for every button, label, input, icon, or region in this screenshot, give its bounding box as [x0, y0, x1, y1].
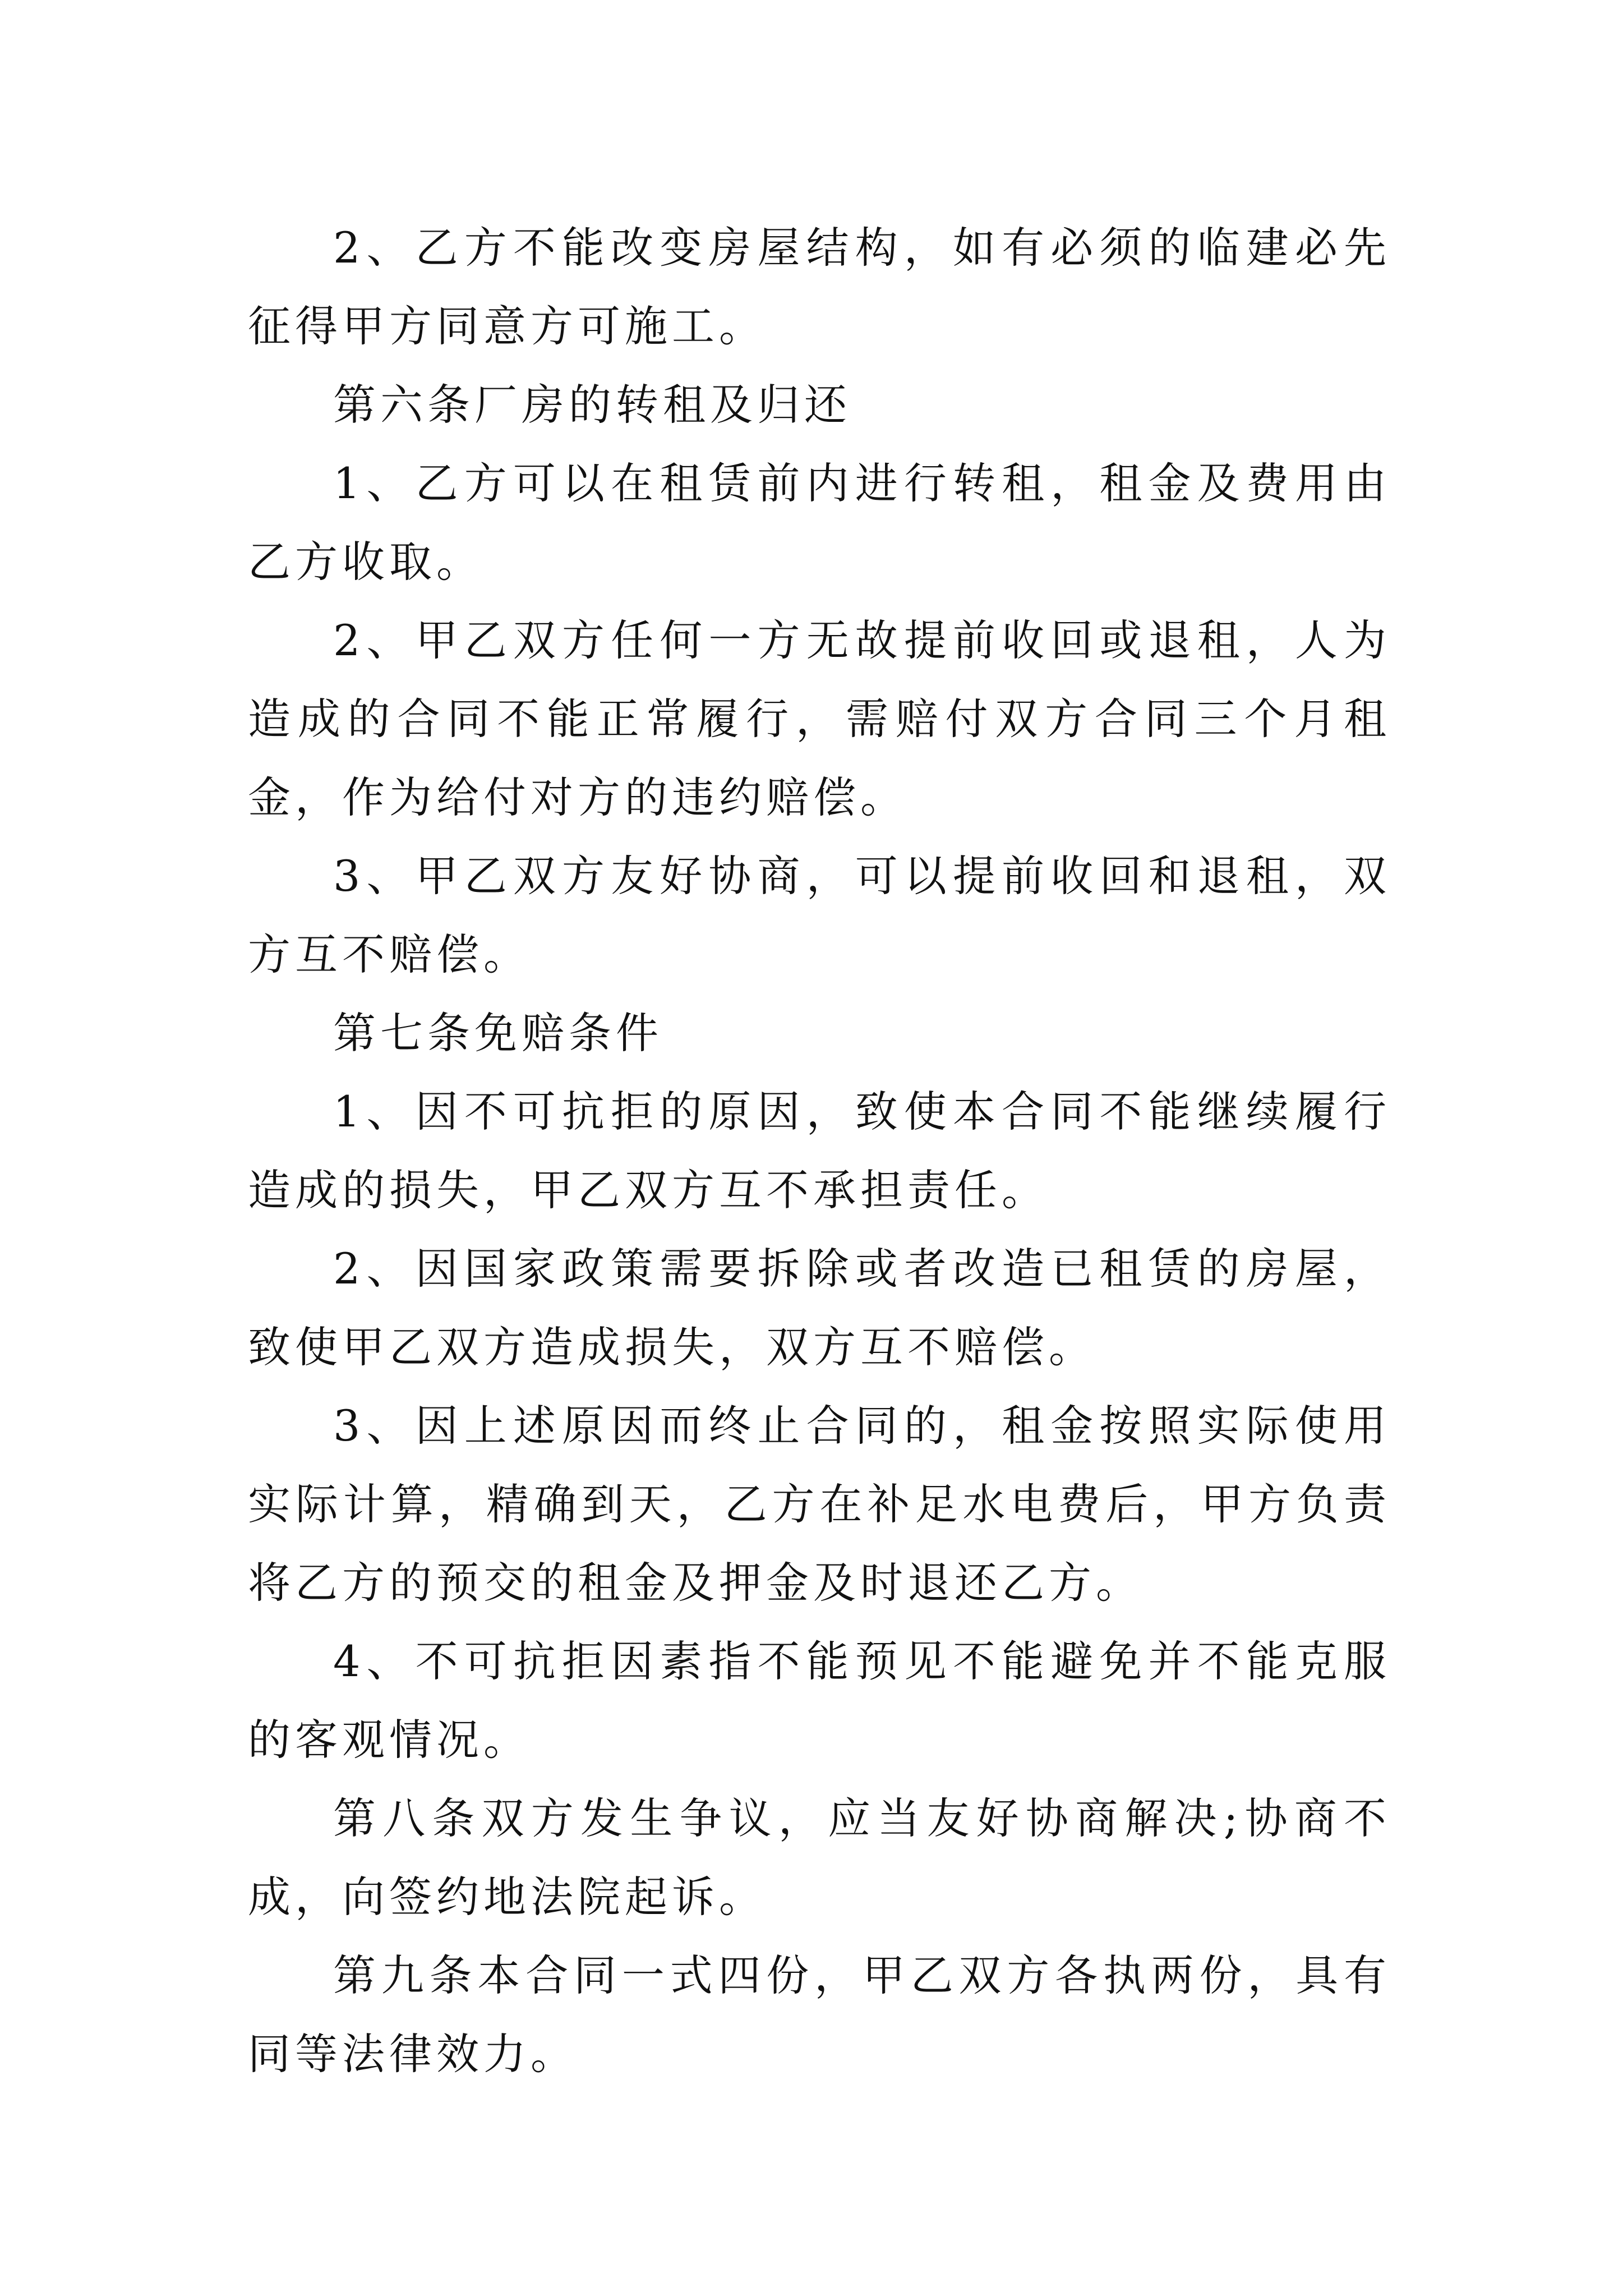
article-7-heading: 第七条免赔条件: [333, 1008, 663, 1058]
article-8: 第八条双方发生争议，应当友好协商解决;协商不成，向签约地法院起诉。: [248, 1793, 1391, 1922]
clause-5-item-2: 2、乙方不能改变房屋结构，如有必须的临建必先征得甲方同意方可施工。: [248, 223, 1391, 351]
clause-6-item-2: 2、甲乙双方任何一方无故提前收回或退租，人为造成的合同不能正常履行，需赔付双方合同三个月租金，作为给付对方的违约赔偿。: [248, 615, 1391, 822]
article-9: 第九条本合同一式四份，甲乙双方各执两份，具有同等法律效力。: [248, 1950, 1391, 2079]
clause-7-item-1: 1、因不可抗拒的原因，致使本合同不能继续履行造成的损失，甲乙双方互不承担责任。: [248, 1087, 1391, 1215]
document-body: [248, 209, 1391, 2093]
clause-7-item-2: 2、因国家政策需要拆除或者改造已租赁的房屋，致使甲乙双方造成损失，双方互不赔偿。: [248, 1244, 1391, 1372]
clause-6-item-1: 1、乙方可以在租赁前内进行转租，租金及费用由乙方收取。: [248, 458, 1391, 587]
article-6-heading: 第六条厂房的转租及归还: [333, 380, 851, 430]
clause-7-item-3: 3、因上述原因而终止合同的，租金按照实际使用实际计算，精确到天，乙方在补足水电费后，甲方负责将乙方的预交的租金及押金及时退还乙方。: [248, 1401, 1391, 1608]
clause-7-item-4: 4、不可抗拒因素指不能预见不能避免并不能克服的客观情况。: [248, 1636, 1391, 1765]
clause-6-item-3: 3、甲乙双方友好协商，可以提前收回和退租，双方互不赔偿。: [248, 851, 1391, 979]
